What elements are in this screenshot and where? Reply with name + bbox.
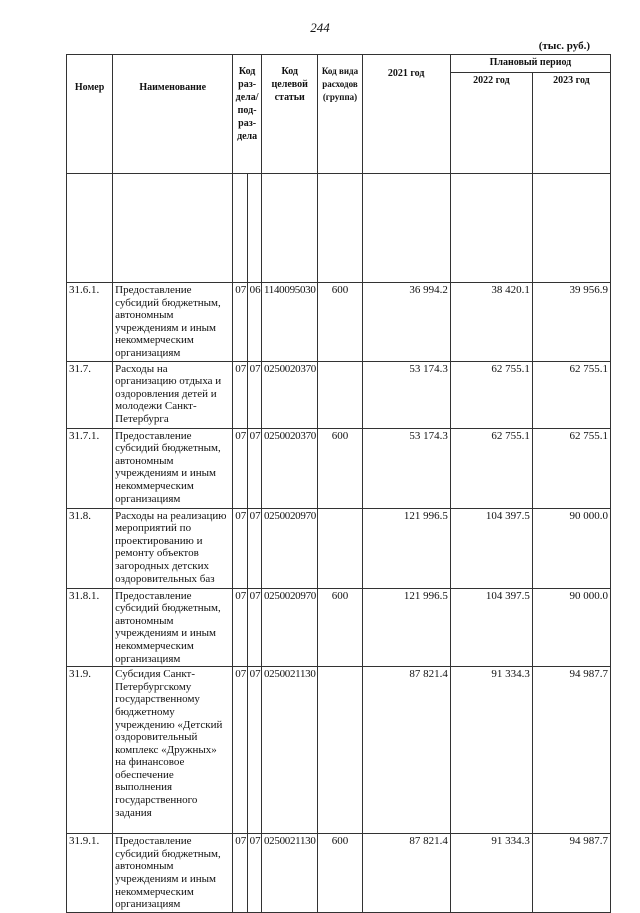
row-subsection: 07: [247, 667, 261, 834]
row-target-code: 0250021130: [261, 834, 317, 913]
page-number: 244: [310, 20, 330, 35]
row-name: Расходы на организацию отдыха и оздоровления детей и молодежи Санкт-Петербурга: [113, 361, 233, 428]
row-number: 31.7.1.: [67, 428, 113, 508]
table-row: [67, 508, 611, 588]
row-target-code: 1140095030: [261, 283, 317, 362]
header-2021: 2021 год: [362, 55, 450, 174]
row-section: 07: [233, 588, 247, 667]
header-2023: 2023 год: [532, 73, 610, 174]
table-row: [67, 361, 611, 428]
row-value-2021: 87 821.4: [362, 834, 450, 913]
row-value-2022: 62 755.1: [450, 428, 532, 508]
row-value-2022: 91 334.3: [450, 834, 532, 913]
row-target-code: 0250020970: [261, 588, 317, 667]
row-value-2023: 94 987.7: [532, 834, 610, 913]
row-subsection: 07: [247, 588, 261, 667]
header-name: Наименование: [113, 55, 233, 174]
row-section: 07: [233, 428, 247, 508]
header-number: Номер: [67, 55, 113, 174]
row-value-2022: 38 420.1: [450, 283, 532, 362]
row-number: 31.6.1.: [67, 283, 113, 362]
header-expense-type: Код вида расходов (группа): [318, 55, 362, 174]
row-section: 07: [233, 283, 247, 362]
row-value-2023: 90 000.0: [532, 588, 610, 667]
row-value-2021: 53 174.3: [362, 428, 450, 508]
row-value-2022: 62 755.1: [450, 361, 532, 428]
row-number: 31.7.: [67, 361, 113, 428]
row-section: 07: [233, 834, 247, 913]
row-subsection: 07: [247, 508, 261, 588]
row-section: 07: [233, 361, 247, 428]
row-expense-type: [318, 667, 362, 834]
row-expense-type: 600: [318, 588, 362, 667]
table-header: [67, 55, 611, 283]
row-value-2021: 121 996.5: [362, 508, 450, 588]
row-value-2022: 104 397.5: [450, 508, 532, 588]
row-target-code: 0250020370: [261, 361, 317, 428]
row-target-code: 0250020370: [261, 428, 317, 508]
row-expense-type: 600: [318, 428, 362, 508]
row-value-2022: 104 397.5: [450, 588, 532, 667]
row-expense-type: [318, 361, 362, 428]
row-value-2022: 91 334.3: [450, 667, 532, 834]
row-name: Субсидия Санкт-Петербургскому государственному бюджетному учреждению «Детский оздоровительный комплекс «Дружных» на финансовое обеспечение выполнения государственного задания: [113, 667, 233, 834]
row-number: 31.9.: [67, 667, 113, 834]
table-row: [67, 283, 611, 362]
row-value-2023: 90 000.0: [532, 508, 610, 588]
row-section: 07: [233, 667, 247, 834]
row-subsection: 06: [247, 283, 261, 362]
row-expense-type: 600: [318, 283, 362, 362]
row-number: 31.8.1.: [67, 588, 113, 667]
table-body: [67, 283, 611, 913]
row-number: 31.9.1.: [67, 834, 113, 913]
row-value-2021: 121 996.5: [362, 588, 450, 667]
row-expense-type: 600: [318, 834, 362, 913]
row-expense-type: [318, 508, 362, 588]
row-subsection: 07: [247, 834, 261, 913]
header-target: Код целевой статьи: [261, 55, 317, 174]
header-spacer: [67, 174, 611, 283]
header-section: Код раз-дела/ под-раз-дела: [233, 55, 262, 174]
row-section: 07: [233, 508, 247, 588]
row-target-code: 0250021130: [261, 667, 317, 834]
row-value-2021: 87 821.4: [362, 667, 450, 834]
table-row: [67, 588, 611, 667]
row-name: Предоставление субсидий бюджетным, автономным учреждениям и иным некоммерческим организациям: [113, 588, 233, 667]
row-name: Расходы на реализацию мероприятий по проектированию и ремонту объектов загородных детских оздоровительных баз: [113, 508, 233, 588]
row-value-2021: 36 994.2: [362, 283, 450, 362]
units-label: (тыс. руб.): [538, 40, 590, 52]
table-row: [67, 428, 611, 508]
row-name: Предоставление субсидий бюджетным, автономным учреждениям и иным некоммерческим организациям: [113, 283, 233, 362]
row-value-2023: 62 755.1: [532, 428, 610, 508]
row-number: 31.8.: [67, 508, 113, 588]
row-target-code: 0250020970: [261, 508, 317, 588]
row-value-2023: 39 956.9: [532, 283, 610, 362]
row-value-2021: 53 174.3: [362, 361, 450, 428]
row-value-2023: 94 987.7: [532, 667, 610, 834]
table-row: [67, 834, 611, 913]
row-value-2023: 62 755.1: [532, 361, 610, 428]
row-subsection: 07: [247, 428, 261, 508]
header-2022: 2022 год: [450, 73, 532, 174]
budget-table: [66, 54, 611, 913]
header-planned-period: Плановый период: [450, 55, 610, 73]
row-subsection: 07: [247, 361, 261, 428]
table-row: [67, 667, 611, 834]
row-name: Предоставление субсидий бюджетным, автономным учреждениям и иным некоммерческим организациям: [113, 834, 233, 913]
row-name: Предоставление субсидий бюджетным, автономным учреждениям и иным некоммерческим организациям: [113, 428, 233, 508]
